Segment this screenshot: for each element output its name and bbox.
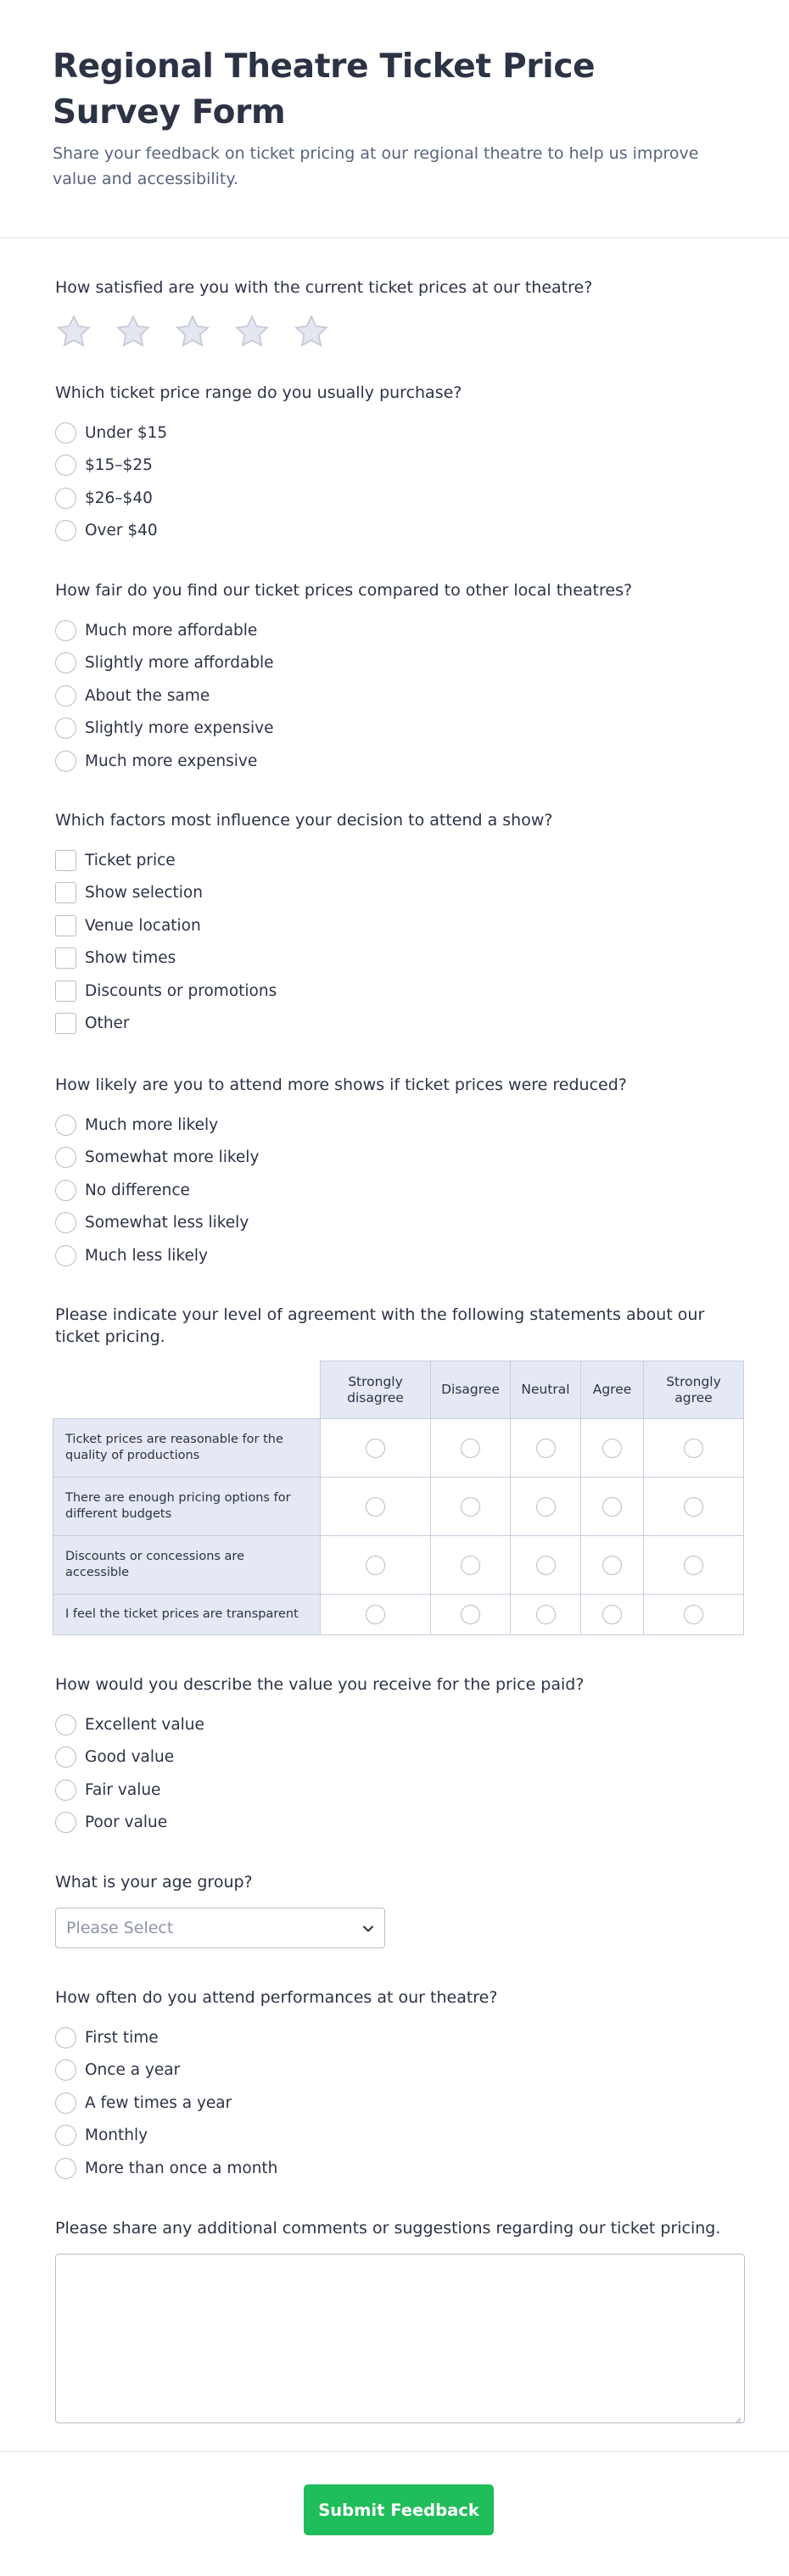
option-label: More than once a month	[85, 2159, 278, 2177]
radio-button[interactable]	[55, 520, 76, 541]
radio-option[interactable]	[55, 1239, 742, 1272]
option-label: Show selection	[85, 884, 203, 902]
radio-button[interactable]	[55, 1780, 76, 1801]
option-label: Under $15	[85, 423, 168, 442]
option-label: Good value	[85, 1748, 175, 1767]
option-label: Much more affordable	[85, 621, 258, 640]
matrix-corner	[53, 1361, 321, 1419]
radio-option[interactable]	[55, 1109, 742, 1142]
price-range-question	[55, 382, 742, 547]
option-label: Slightly more affordable	[85, 654, 274, 673]
radio-option[interactable]	[55, 712, 742, 746]
checkbox-option[interactable]	[55, 909, 742, 942]
age-group-select[interactable]	[55, 1908, 385, 1948]
question-label: How fair do you find our ticket prices compared to other local theatres?	[55, 581, 633, 600]
comments-textarea[interactable]	[55, 2254, 745, 2423]
option-label: Once a year	[85, 2061, 181, 2080]
matrix-radio[interactable]	[684, 1556, 703, 1575]
option-label: Much more expensive	[85, 752, 258, 770]
radio-button[interactable]	[55, 1714, 76, 1735]
matrix-radio[interactable]	[602, 1605, 622, 1624]
radio-button[interactable]	[55, 2093, 76, 2114]
option-label: Excellent value	[85, 1715, 204, 1734]
checkbox-option[interactable]	[55, 877, 742, 910]
matrix-row-label: Ticket prices are reasonable for the quality of productions	[53, 1419, 321, 1478]
question-label: Which factors most influence your decision to attend a show?	[55, 811, 553, 830]
value-question	[55, 1674, 742, 1839]
radio-button[interactable]	[55, 1147, 76, 1168]
radio-option[interactable]	[55, 2021, 742, 2054]
radio-button[interactable]	[55, 1746, 76, 1768]
fairness-question	[55, 579, 742, 778]
agreement-question	[55, 1304, 725, 1348]
radio-option[interactable]	[55, 745, 742, 778]
radio-button[interactable]	[55, 751, 76, 772]
radio-button[interactable]	[55, 2125, 76, 2146]
checkbox-option[interactable]	[55, 844, 742, 877]
star-icon[interactable]	[55, 313, 92, 350]
radio-button[interactable]	[55, 488, 76, 509]
option-label: A few times a year	[85, 2093, 232, 2112]
checkbox[interactable]	[55, 947, 76, 969]
radio-option[interactable]	[55, 614, 742, 647]
matrix-row-label: Discounts or concessions are accessible	[53, 1536, 321, 1595]
matrix-radio[interactable]	[536, 1439, 556, 1458]
option-label: Poor value	[85, 1813, 168, 1832]
satisfaction-question	[55, 277, 742, 350]
radio-option[interactable]	[55, 482, 742, 515]
matrix-column-header: Agree	[581, 1361, 644, 1419]
matrix-row-label: I feel the ticket prices are transparent	[53, 1595, 321, 1635]
option-label: Much more likely	[85, 1115, 219, 1134]
question-label: Which ticket price range do you usually purchase?	[55, 383, 462, 402]
question-label: How satisfied are you with the current ticket prices at our theatre?	[55, 278, 593, 297]
matrix-radio[interactable]	[461, 1556, 480, 1575]
radio-option[interactable]	[55, 647, 742, 680]
matrix-row	[53, 1595, 744, 1635]
radio-button[interactable]	[55, 2027, 76, 2048]
radio-button[interactable]	[55, 422, 76, 444]
option-label: Ticket price	[85, 851, 176, 869]
option-label: $26–$40	[85, 489, 153, 507]
option-label: First time	[85, 2028, 159, 2047]
radio-option[interactable]	[55, 1708, 742, 1741]
frequency-question	[55, 1986, 742, 2185]
radio-option[interactable]	[55, 1142, 742, 1175]
matrix-radio[interactable]	[602, 1497, 622, 1517]
radio-button[interactable]	[55, 455, 76, 476]
checkbox[interactable]	[55, 882, 76, 903]
radio-button[interactable]	[55, 620, 76, 641]
form-header	[0, 0, 789, 238]
checkbox-option[interactable]	[55, 1008, 742, 1041]
checkbox[interactable]	[55, 1013, 76, 1034]
matrix-radio[interactable]	[366, 1556, 385, 1575]
radio-option[interactable]	[55, 1807, 742, 1840]
radio-button[interactable]	[55, 2158, 76, 2179]
option-label: $15–$25	[85, 456, 153, 475]
option-label: Slightly more expensive	[85, 719, 274, 738]
radio-button[interactable]	[55, 1180, 76, 1201]
radio-button[interactable]	[55, 1212, 76, 1233]
matrix-column-header: Disagree	[431, 1361, 511, 1419]
checkbox[interactable]	[55, 915, 76, 936]
matrix-column-header: Strongly disagree	[321, 1361, 431, 1419]
matrix-radio[interactable]	[536, 1605, 556, 1624]
radio-option[interactable]	[55, 2120, 742, 2153]
option-label: Discounts or promotions	[85, 981, 277, 1000]
radio-option[interactable]	[55, 2087, 742, 2120]
star-rating	[55, 313, 742, 350]
checkbox-option[interactable]	[55, 975, 742, 1008]
option-label: About the same	[85, 686, 210, 705]
matrix-radio[interactable]	[602, 1439, 622, 1458]
likelihood-question	[55, 1074, 742, 1272]
option-label: No difference	[85, 1181, 190, 1199]
option-label: Show times	[85, 949, 176, 968]
matrix-radio[interactable]	[461, 1497, 480, 1517]
matrix-radio[interactable]	[684, 1605, 703, 1624]
matrix-radio[interactable]	[461, 1605, 480, 1624]
option-label: Somewhat less likely	[85, 1214, 249, 1232]
matrix-radio[interactable]	[684, 1497, 703, 1517]
radio-button[interactable]	[55, 718, 76, 739]
form-title: Regional Theatre Ticket Price Survey Form	[53, 47, 596, 131]
option-label: Fair value	[85, 1780, 161, 1799]
radio-button[interactable]	[55, 2059, 76, 2081]
radio-button[interactable]	[55, 1115, 76, 1136]
option-label: Much less likely	[85, 1246, 208, 1265]
matrix-radio[interactable]	[461, 1439, 480, 1458]
option-label: Venue location	[85, 916, 201, 935]
question-label: Please share any additional comments or suggestions regarding our ticket pricing.	[55, 2219, 721, 2238]
question-label: How would you describe the value you receive for the price paid?	[55, 1675, 585, 1694]
option-label: Somewhat more likely	[85, 1148, 260, 1167]
star-icon[interactable]	[293, 313, 330, 350]
option-label: Other	[85, 1014, 130, 1033]
matrix-radio[interactable]	[684, 1439, 703, 1458]
radio-button[interactable]	[55, 1245, 76, 1266]
radio-option[interactable]	[55, 1774, 742, 1807]
radio-button[interactable]	[55, 652, 76, 673]
radio-option[interactable]	[55, 1174, 742, 1207]
age-question	[55, 1871, 742, 1948]
matrix-radio[interactable]	[366, 1439, 385, 1458]
matrix-column-header: Strongly agree	[644, 1361, 744, 1419]
select-placeholder: Please Select	[66, 1919, 174, 1937]
radio-option[interactable]	[55, 679, 742, 712]
radio-button[interactable]	[55, 1812, 76, 1833]
option-label: Over $40	[85, 522, 158, 540]
matrix-radio[interactable]	[602, 1556, 622, 1575]
star-icon[interactable]	[115, 313, 152, 350]
resize-handle-icon[interactable]	[733, 2411, 741, 2420]
form-footer	[0, 2451, 789, 2576]
radio-option[interactable]	[55, 2152, 742, 2185]
matrix-radio[interactable]	[366, 1497, 385, 1517]
matrix-row	[53, 1478, 744, 1536]
matrix-row	[53, 1419, 744, 1478]
star-icon[interactable]	[233, 313, 271, 350]
form-subtitle: Share your feedback on ticket pricing at our regional theatre to help us improve value and accessibility.	[53, 144, 699, 188]
radio-option[interactable]	[55, 416, 742, 450]
factors-question	[55, 809, 742, 1040]
star-icon[interactable]	[174, 313, 211, 350]
matrix-row-label: There are enough pricing options for different budgets	[53, 1478, 321, 1536]
question-label: What is your age group?	[55, 1873, 253, 1891]
matrix-radio[interactable]	[366, 1605, 385, 1624]
radio-option[interactable]	[55, 515, 742, 548]
radio-option[interactable]	[55, 1207, 742, 1240]
agreement-matrix	[53, 1361, 744, 1635]
comments-question	[55, 2217, 751, 2423]
question-label: How often do you attend performances at our theatre?	[55, 1988, 498, 2007]
checkbox[interactable]	[55, 981, 76, 1002]
question-label: How likely are you to attend more shows if ticket prices were reduced?	[55, 1076, 627, 1094]
matrix-row	[53, 1536, 744, 1595]
checkbox-option[interactable]	[55, 942, 742, 975]
checkbox[interactable]	[55, 850, 76, 871]
matrix-radio[interactable]	[536, 1556, 556, 1575]
matrix-column-header: Neutral	[511, 1361, 581, 1419]
submit-button[interactable]: Submit Feedback	[304, 2484, 494, 2535]
chevron-down-icon	[362, 1920, 374, 1936]
question-label: Please indicate your level of agreement with the following statements about our ticket pricing.	[55, 1305, 705, 1346]
radio-option[interactable]	[55, 1741, 742, 1774]
radio-option[interactable]	[55, 2054, 742, 2087]
matrix-radio[interactable]	[536, 1497, 556, 1517]
radio-button[interactable]	[55, 685, 76, 707]
radio-option[interactable]	[55, 450, 742, 483]
option-label: Monthly	[85, 2126, 148, 2145]
